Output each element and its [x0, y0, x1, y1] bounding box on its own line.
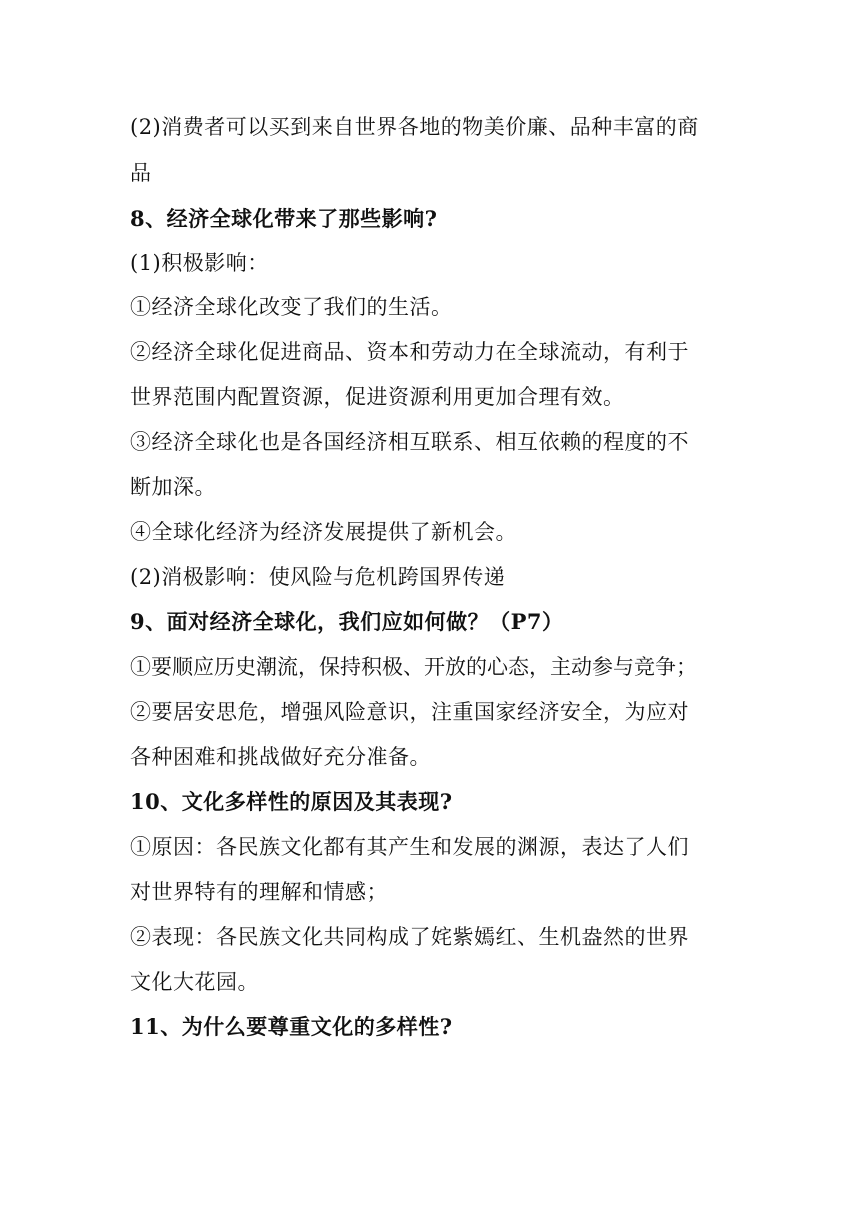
question-9-heading: 9、面对经济全球化，我们应如何做？（P7） [130, 609, 564, 634]
positive-impact-item-2-line-1: ②经济全球化促进商品、资本和劳动力在全球流动，有利于 [130, 340, 689, 364]
culture-reason-line-2: 对世界特有的理解和情感； [130, 880, 388, 904]
response-item-2-line-2: 各种困难和挑战做好充分准备。 [130, 745, 431, 769]
positive-impact-item-3-line-1: ③经济全球化也是各国经济相互联系、相互依赖的程度的不 [130, 430, 689, 454]
positive-impact-item-3-line-2: 断加深。 [130, 475, 216, 499]
negative-impact-line: (2)消极影响：使风险与危机跨国界传递 [130, 565, 506, 589]
positive-impact-item-1: ①经济全球化改变了我们的生活。 [130, 295, 453, 319]
culture-expression-line-1: ②表现：各民族文化共同构成了姹紫嫣红、生机盎然的世界 [130, 925, 689, 949]
question-11-heading: 11、为什么要尊重文化的多样性? [130, 1014, 453, 1039]
consumer-benefit-line-1: (2)消费者可以买到来自世界各地的物美价廉、品种丰富的商 [130, 115, 699, 139]
response-item-2-line-1: ②要居安思危，增强风险意识，注重国家经济安全，为应对 [130, 700, 689, 724]
culture-expression-line-2: 文化大花园。 [130, 970, 259, 994]
consumer-benefit-line-2: 品 [130, 161, 152, 185]
response-item-1: ①要顺应历史潮流，保持积极、开放的心态，主动参与竞争； [130, 655, 697, 679]
question-8-heading: 8、经济全球化带来了那些影响? [130, 206, 438, 231]
positive-impact-item-4: ④全球化经济为经济发展提供了新机会。 [130, 520, 517, 544]
positive-impact-label: (1)积极影响： [130, 251, 269, 275]
culture-reason-line-1: ①原因：各民族文化都有其产生和发展的渊源，表达了人们 [130, 835, 689, 859]
question-10-heading: 10、文化多样性的原因及其表现? [130, 789, 453, 814]
positive-impact-item-2-line-2: 世界范围内配置资源，促进资源利用更加合理有效。 [130, 385, 625, 409]
